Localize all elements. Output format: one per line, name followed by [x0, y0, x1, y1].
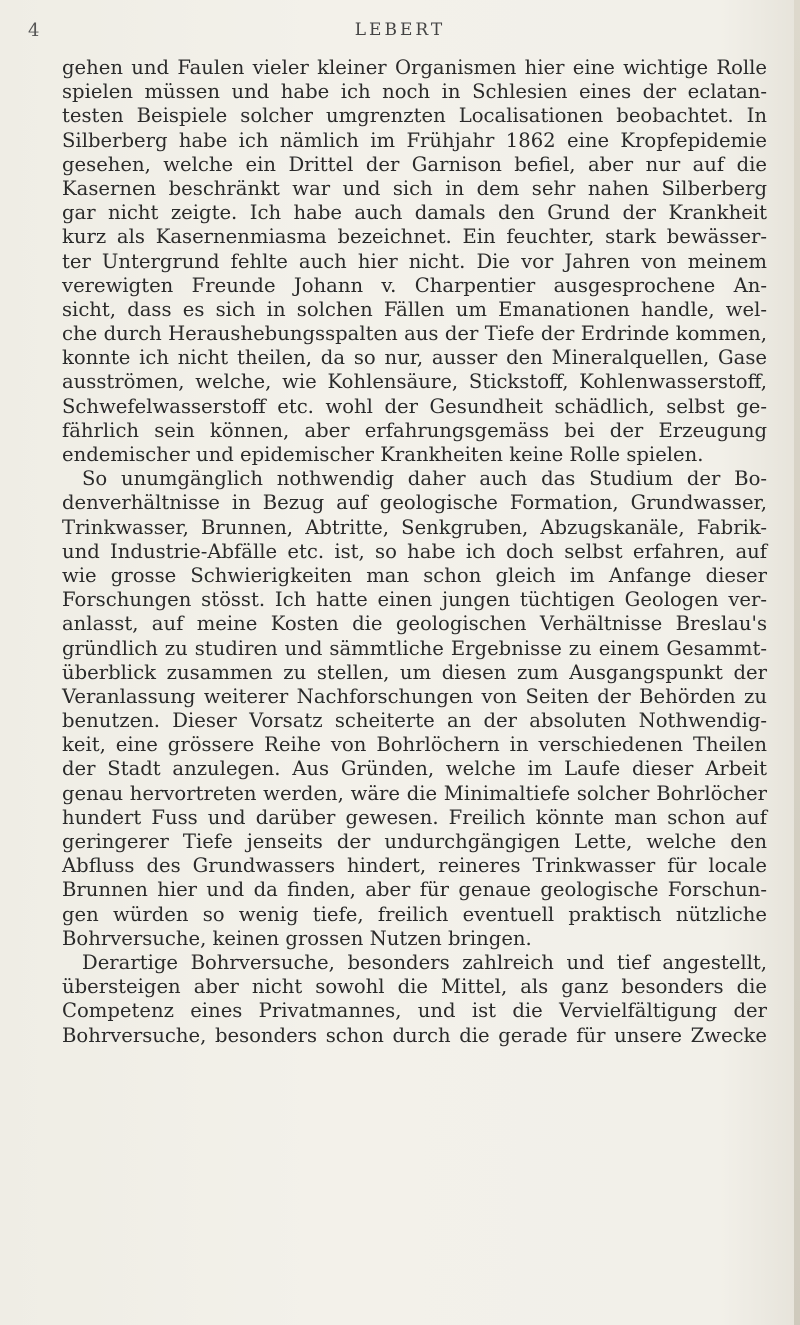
- running-head: LEBERT: [354, 20, 446, 40]
- text-line: verewigten Freunde Johann v. Charpentier ausgesprochene An-: [62, 273, 767, 297]
- text-line: Brunnen hier und da finden, aber für genaue geologische Forschun-: [62, 878, 767, 902]
- text-line: fährlich sein können, aber erfahrungsgemäss bei der Erzeugung: [62, 418, 767, 442]
- text-line: ausströmen, welche, wie Kohlensäure, Stickstoff, Kohlenwasserstoff,: [62, 370, 767, 394]
- text-line: gründlich zu studiren und sämmtliche Ergebnisse zu einem Gesammt-: [62, 636, 767, 660]
- text-line: gesehen, welche ein Drittel der Garnison befiel, aber nur auf die: [62, 152, 767, 176]
- text-line: kurz als Kasernenmiasma bezeichnet. Ein feuchter, stark bewässer-: [62, 225, 767, 249]
- text-line: der Stadt anzulegen. Aus Gründen, welche im Laufe dieser Arbeit: [62, 757, 767, 781]
- text-line: übersteigen aber nicht sowohl die Mittel, als ganz besonders die: [62, 975, 767, 999]
- text-line: Bohrversuche, besonders schon durch die gerade für unsere Zwecke: [62, 1023, 767, 1047]
- text-line: und Industrie-Abfälle etc. ist, so habe ich doch selbst erfahren, auf: [62, 539, 767, 563]
- text-line: benutzen. Dieser Vorsatz scheiterte an der absoluten Nothwendig-: [62, 709, 767, 733]
- page-number: 4: [28, 20, 40, 41]
- text-line: So unumgänglich nothwendig daher auch das Studium der Bo-: [82, 467, 767, 491]
- page-edge-shadow: [794, 0, 800, 1325]
- text-line: Trinkwasser, Brunnen, Abtritte, Senkgruben, Abzugskanäle, Fabrik-: [62, 515, 767, 539]
- text-line: gen würden so wenig tiefe, freilich eventuell praktisch nützliche: [62, 902, 767, 926]
- body-text: [62, 56, 767, 1048]
- text-line: hundert Fuss und darüber gewesen. Freilich könnte man schon auf: [62, 805, 767, 829]
- text-line: gar nicht zeigte. Ich habe auch damals den Grund der Krankheit: [62, 201, 767, 225]
- text-line: Bohrversuche, keinen grossen Nutzen bringen.: [62, 926, 532, 950]
- text-line: gehen und Faulen vieler kleiner Organismen hier eine wichtige Rolle: [62, 56, 767, 79]
- text-line: spielen müssen und habe ich noch in Schlesien eines der eclatan-: [62, 80, 767, 104]
- text-line: denverhältnisse in Bezug auf geologische Formation, Grundwasser,: [62, 491, 767, 515]
- text-line: ter Untergrund fehlte auch hier nicht. Die vor Jahren von meinem: [62, 249, 767, 273]
- text-line: Kasernen beschränkt war und sich in dem sehr nahen Silberberg: [62, 176, 767, 200]
- text-line: che durch Heraushebungsspalten aus der Tiefe der Erdrinde kommen,: [62, 322, 767, 346]
- text-line: Forschungen stösst. Ich hatte einen jungen tüchtigen Geologen ver-: [62, 588, 767, 612]
- text-line: geringerer Tiefe jenseits der undurchgängigen Lette, welche den: [62, 830, 767, 853]
- text-line: endemischer und epidemischer Krankheiten keine Rolle spielen.: [62, 443, 704, 466]
- text-line: keit, eine grössere Reihe von Bohrlöchern in verschiedenen Theilen: [62, 733, 767, 757]
- text-line: anlasst, auf meine Kosten die geologischen Verhältnisse Breslau's: [62, 612, 767, 636]
- text-line: überblick zusammen zu stellen, um diesen zum Ausgangspunkt der: [62, 660, 767, 684]
- text-line: Abfluss des Grundwassers hindert, reineres Trinkwasser für locale: [62, 854, 767, 878]
- text-line: Silberberg habe ich nämlich im Frühjahr 1862 eine Kropfepidemie: [62, 128, 767, 152]
- text-line: Competenz eines Privatmannes, und ist die Vervielfältigung der: [62, 999, 767, 1023]
- text-line: Derartige Bohrversuche, besonders zahlreich und tief angestellt,: [82, 950, 767, 974]
- text-line: wie grosse Schwierigkeiten man schon gleich im Anfange dieser: [62, 563, 767, 587]
- text-line: sicht, dass es sich in solchen Fällen um Emanationen handle, wel-: [62, 297, 767, 321]
- text-line: genau hervortreten werden, wäre die Minimaltiefe solcher Bohrlöcher: [62, 781, 767, 805]
- text-line: Schwefelwasserstoff etc. wohl der Gesundheit schädlich, selbst ge-: [62, 394, 767, 418]
- text-line: testen Beispiele solcher umgrenzten Localisationen beobachtet. In: [62, 104, 767, 128]
- text-line: konnte ich nicht theilen, da so nur, ausser den Mineralquellen, Gase: [62, 346, 767, 370]
- text-line: Veranlassung weiterer Nachforschungen von Seiten der Behörden zu: [62, 684, 767, 708]
